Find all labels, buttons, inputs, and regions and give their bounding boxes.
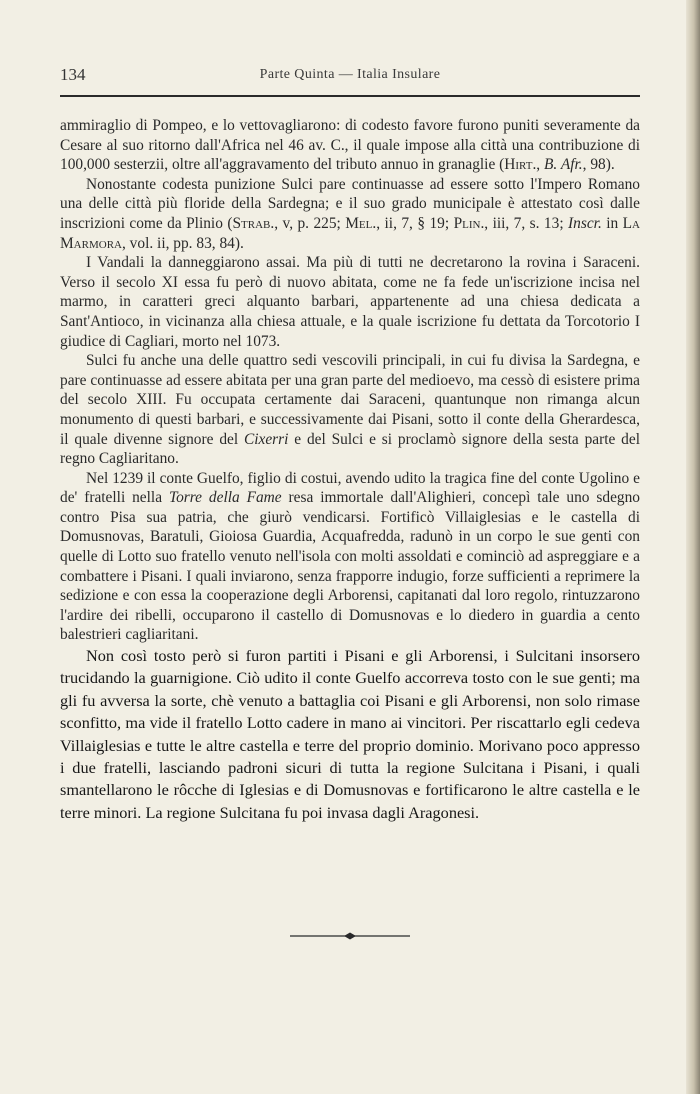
- ornament-diamond-icon: [344, 933, 356, 940]
- running-title: Parte Quinta — Italia Insulare: [259, 67, 441, 82]
- header-rule: [60, 95, 640, 97]
- end-ornament: [290, 928, 410, 944]
- citation-la-marmora: La Marmora: [60, 214, 641, 252]
- paragraph-5: Nel 1239 il conte Guelfo, figlio di costui, avendo udito la tragica fine del conte Ugolino e de' fratelli nella Torre della Fame resa immortale dall'Alighieri, concepì tale uno sdegno contro Pisa sua patria, che giurò vendicarsi. Fortificò Villaiglesias e le castella di Domusnovas, Baratuli, Gioiosa Guardia, Acquafredda, radunò in un corpo le sue genti con quelle di Lotto suo fratello venuto nell'isola con molti assoldati e cominciò ad aspreggiare e a combattere i Pisani. I quali inviarono, senza frapporre indugio, forze sufficienti a reprimere la sedizione e con essa la cooperazione degli Arborensi, capitanati dal loro regolo, rintuzzarono l'ardire dei ribelli, occuparono il castello di Domusnovas e lo diedero in guardia a cento balestrieri cagliaritani.: [60, 469, 640, 644]
- paragraph-3: I Vandali la danneggiarono assai. Ma più di tutti ne decretarono la rovina i Saraceni. Verso il secolo XI essa fu però di nuovo abitata, come ne fa fede un'iscrizione incisa nel marmo, in caratteri greci alquanto barbari, appartenente ad una chiesa dedicata a Sant'Antioco, in vicinanza alla chiesa attuale, e la quale iscrizione fu dettata da Torcotorio I giudice di Cagliari, morto nel 1073.: [60, 254, 640, 350]
- citation-b-afr: B. Afr.: [544, 156, 583, 174]
- citation-strab: Strab.: [232, 214, 275, 232]
- page-number: 134: [60, 65, 86, 84]
- paragraph-6: Non così tosto però si furon partiti i Pisani e gli Arborensi, i Sulcitani insorsero trucidando la guarnigione. Ciò udito il conte Guelfo accorreva tosto con le sue genti; ma gli fu avversa la sorte, chè venuto a battaglia coi Pisani e gli Arborensi, non solo rimase sconfitto, ma vide il fratello Lotto cadere in mano ai vincitori. Per riscattarlo egli cedeva Villaiglesias e tutte le altre castella e terre del proprio dominio. Morivano poco appresso i due fratelli, lasciando padroni sicuri di tutta la regione Sulcitana i Pisani, i quali smantellarono le rôcche di Iglesias e di Domusnovas e fortificarono le altre castella e le terre minori. La regione Sulcitana fu poi invasa dagli Aragonesi.: [60, 646, 640, 822]
- citation-plin: Plin.: [453, 214, 485, 232]
- citation-mel: Mel.: [345, 214, 377, 232]
- term-cixerri: Cixerri: [243, 430, 289, 448]
- page-edge-shadow: [686, 0, 700, 1094]
- paragraph-2: Nonostante codesta punizione Sulci pare continuasse ad essere sotto l'Impero Romano una delle città più floride della Sardegna; e il suo grado municipale è attestato così dalle inscrizioni come da Plinio (Strab., v, p. 225; Mel., ii, 7, § 19; Plin., iii, 7, s. 13; Inscr. in La Marmora, vol. ii, pp. 83, 84).: [60, 175, 641, 252]
- page-header: [60, 62, 640, 86]
- paragraph-4: Sulci fu anche una delle quattro sedi vescovili principali, in cui fu divisa la Sardegna, e pare continuasse ad essere abitata per una gran parte del medioevo, ma cessò di esistere prima del secolo XIII. Fu occupata certamente dai Saraceni, quantunque non rimanga alcun monumento di questi barbari, e successivamente dai Pisani, sotto il conte della Gherardesca, il quale divenne signore del Cixerri e del Sulci e si proclamò signore della sesta parte del regno Cagliaritano.: [60, 352, 640, 468]
- citation-inscr: Inscr.: [568, 214, 602, 232]
- citation-hirt: Hirt.: [504, 156, 537, 174]
- paragraph-1: ammiraglio di Pompeo, e lo vettovagliarono: di codesto favore furono puniti severamente da Cesare al suo ritorno dall'Africa nel 46 av. C., il quale impose alla città una contribuzione di 100,000 sesterzii, oltre all'aggravamento del tributo annuo in granaglie (Hirt., B. Afr., 98).: [60, 117, 640, 174]
- body-text: [60, 116, 640, 824]
- term-torre-della-fame: Torre della Fame: [168, 489, 282, 507]
